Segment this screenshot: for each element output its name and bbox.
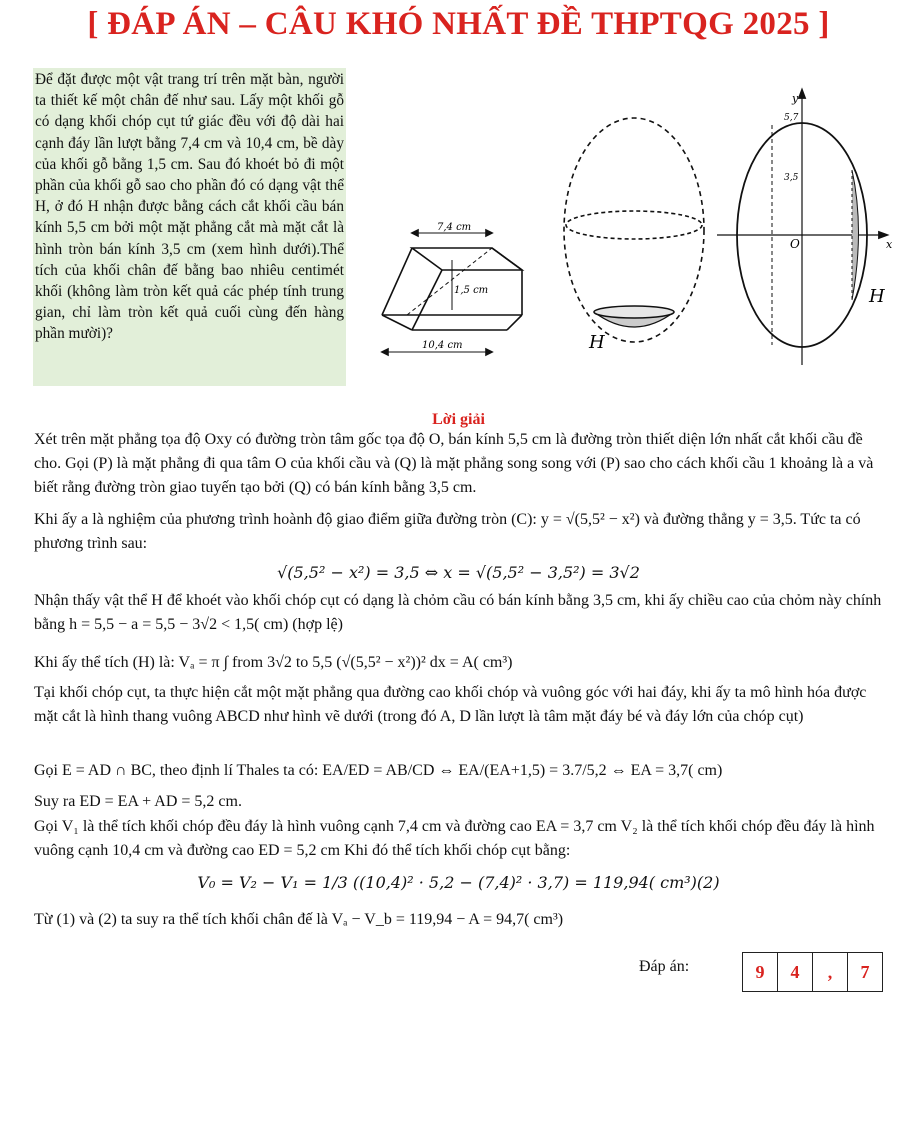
h-label-2: H xyxy=(869,286,885,307)
answer-label: Đáp án: xyxy=(639,958,690,975)
solution-paragraph-9: Từ (1) và (2) ta suy ra thể tích khối chân đế là Vₐ − V_b = 119,94 − A = 94,7( cm³) xyxy=(34,911,564,928)
answer-digit: 9 xyxy=(743,953,778,991)
x-axis-label: x xyxy=(886,238,893,251)
solution-paragraph-4: Khi ấy thể tích (H) là: Vₐ = π ∫ from 3√2 to 5,5 (√(5,5² − x²))² dx = A( cm³) xyxy=(34,654,513,671)
page-title: [ ĐÁP ÁN – CÂU KHÓ NHẤT ĐỀ THPTQG 2025 ] xyxy=(87,6,830,42)
y-axis-label: y xyxy=(792,92,799,105)
origin-label: O xyxy=(790,237,800,251)
y-top-label: 5,7 xyxy=(784,113,799,123)
equation-1: √(5,5² − x²) = 3,5 ⇔ x = √(5,5² − 3,5²) = 3√2 xyxy=(277,563,640,582)
height-label: 1,5 cm xyxy=(454,285,489,296)
y-mid-label: 3,5 xyxy=(784,173,799,183)
problem-statement: Để đặt được một vật trang trí trên mặt bàn, người ta thiết kế một chân đế như sau. Lấy một khối gỗ có dạng khối chóp cụt tứ giác đều với độ dài hai cạnh đáy lần lượt bằng 7,4 cm và 10,4 cm, bề dày của khối gỗ bằng 1,5 cm. Sau đó khoét bỏ đi một phần của khối gỗ sao cho phần đó có dạng vật thể H, ở đó H nhận được bằng cách cắt khối cầu bán kính 5,5 cm bởi một mặt phẳng cắt mà mặt cắt là hình tròn bán kính 3,5 cm (xem hình dưới).Thể tích của khối chân đế bằng bao nhiêu centimét khối (không làm tròn kết quả các phép tính trung gian, chỉ làm tròn kết quả cuối cùng đến hàng phần mười)? xyxy=(33,68,346,386)
solution-paragraph-8: Gọi V₁ là thể tích khối chóp đều đáy là hình vuông cạnh 7,4 cm và đường cao EA = 3,7 cm V₂ là thể tích khối chóp đều đáy là hình vuông cạnh 10,4 cm và đường cao ED = 5,2 cm Khi đó thể tích khối chóp cụt bằng: xyxy=(34,818,875,859)
answer-box xyxy=(742,952,883,992)
answer-digit: 7 xyxy=(860,961,870,982)
coordinate-sphere-figure xyxy=(717,90,887,365)
solution-heading: Lời giải xyxy=(432,411,485,428)
h-label-1: H xyxy=(589,332,605,353)
solution-paragraph-6: Gọi E = AD ∩ BC, theo định lí Thales ta có: EA/ED = AB/CD ⇔ EA/(EA+1,5) = 3.7/5,2 ⇔ EA = 3,7( cm) xyxy=(34,762,723,779)
solution-paragraph-2: Khi ấy a là nghiệm của phương trình hoành độ giao điểm giữa đường tròn (C): y = √(5,5² − x²) và đường thẳng y = 3,5. Tức ta có phương trình sau: xyxy=(34,511,861,552)
solution-paragraph-7: Suy ra ED = EA + AD = 5,2 cm. xyxy=(34,793,242,810)
frustum-figure xyxy=(382,230,522,355)
bottom-edge-label: 10,4 cm xyxy=(422,340,463,351)
problem-figures xyxy=(372,80,902,380)
solution-paragraph-3: Nhận thấy vật thể H để khoét vào khối chóp cụt có dạng là chỏm cầu có bán kính bằng 3,5 cm, khi ấy chiều cao của chỏm này chính bằng h = 5,5 − a = 5,5 − 3√2 < 1,5( cm) (hợp lệ) xyxy=(34,592,882,633)
solution-paragraph-1: Xét trên mặt phẳng tọa độ Oxy có đường tròn tâm gốc tọa độ O, bán kính 5,5 cm là đường tròn thiết diện lớn nhất cắt khối cầu đề cho. Gọi (P) là mặt phẳng đi qua tâm O của khối cầu và (Q) là mặt phẳng song song với (P) sao cho cách khối cầu 1 khoảng là a và biết rằng đường tròn giao tuyến tạo bởi (Q) có bán kính bằng 3,5 cm. xyxy=(34,431,874,496)
top-edge-label: 7,4 cm xyxy=(437,222,472,233)
equation-2: V₀ = V₂ − V₁ = 1/3 ((10,4)² · 5,2 − (7,4)² · 3,7) = 119,94( cm³)(2) xyxy=(197,873,720,892)
answer-digit: , xyxy=(813,953,848,991)
answer-digit: 4 xyxy=(778,953,813,991)
solution-paragraph-5: Tại khối chóp cụt, ta thực hiện cắt một mặt phẳng qua đường cao khối chóp và vuông góc với hai đáy, khi ấy ta mô hình hóa được mặt cắt là hình thang vuông ABCD như hình vẽ dưới (trong đó A, D lần lượt là tâm mặt đáy bé và đáy lớn của chóp cụt) xyxy=(34,684,867,725)
dashed-sphere-figure xyxy=(564,118,704,342)
